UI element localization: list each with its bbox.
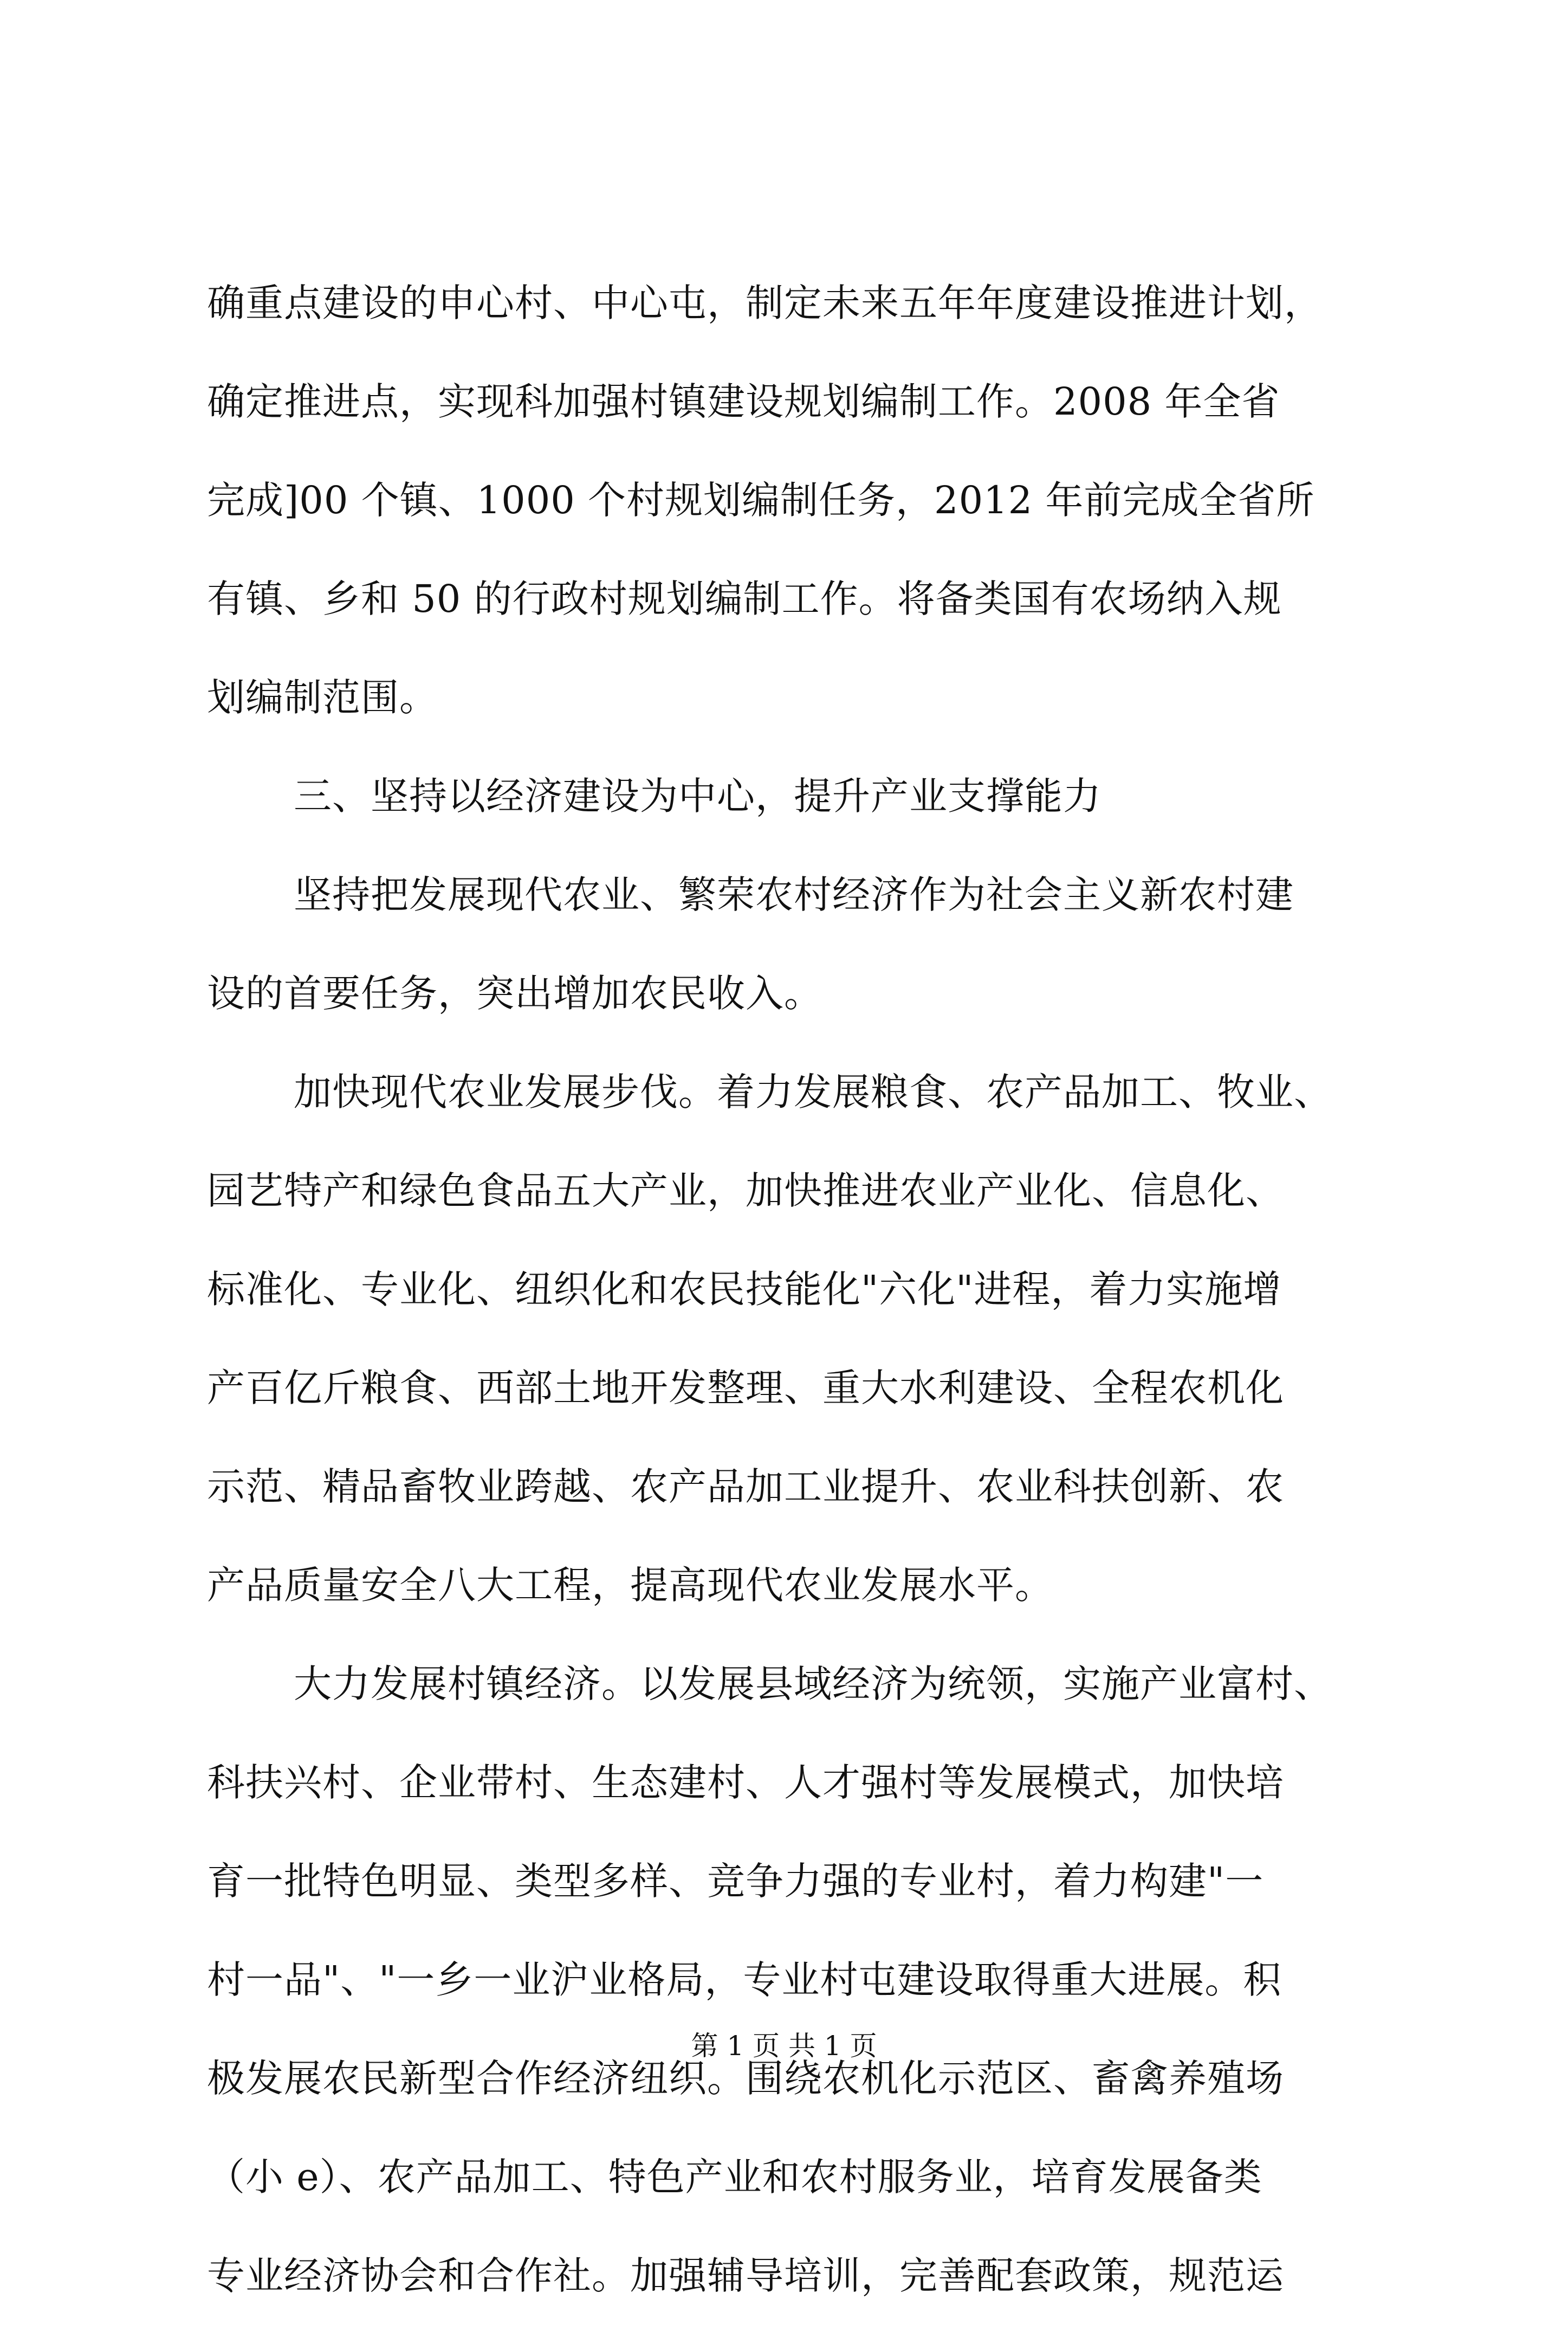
text-line: 加快现代农业发展步伐。着力发展粮食、农产品加工、牧业、 [294,1070,1332,1114]
document-body [207,254,1372,2325]
text-line: （小 e）、农产品加工、特色产业和农村服务业，培育发展备类 [207,2155,1262,2199]
text-line: 产品质量安全八大工程，提高现代农业发展水平。 [207,1563,1053,1607]
text-line: 确重点建设的申心村、中心屯，制定未来五年年度建设推进计划， [207,281,1323,325]
text-line: 产百亿斤粮食、西部土地开发整理、重大水利建设、全程农机化 [207,1366,1284,1410]
text-line: 标准化、专业化、纽织化和农民技能化"六化"进程，着力实施增 [207,1267,1282,1312]
text-line: 园艺特产和绿色食品五大产业，加快推进农业产业化、信息化、 [207,1168,1284,1213]
text-line: 完成]00 个镇、1000 个村规划编制任务，2012 年前完成全省所 [207,478,1315,522]
text-line: 极发展农民新型合作经济纽织。围绕农机化示范区、畜禽养殖场 [207,2056,1284,2101]
text-line: 育一批特色明显、类型多样、竞争力强的专业村，着力构建"一 [207,1859,1264,1903]
text-line: 专业经济协会和合作社。加强辅导培训，完善配套政策，规范运 [207,2253,1284,2298]
page-number-footer: 第 1 页 共 1 页 [691,2030,877,2062]
text-line: 科扶兴村、企业带村、生态建村、人才强村等发展模式，加快培 [207,1760,1284,1805]
text-line: 坚持把发展现代农业、繁荣农村经济作为社会主义新农村建 [294,873,1294,917]
section-heading: 三、坚持以经济建设为中心，提升产业支撑能力 [294,774,1102,818]
text-line: 村一品"、"一乡一业沪业格局，专业村屯建设取得重大进展。积 [207,1958,1282,2002]
text-line: 确定推进点，实现科加强村镇建设规划编制工作。2008 年全省 [207,379,1280,424]
text-line: 示范、精品畜牧业跨越、农产品加工业提升、农业科扶创新、农 [207,1464,1284,1509]
text-line: 有镇、乡和 50 的行政村规划编制工作。将备类国有农场纳入规 [207,577,1282,621]
text-line: 设的首要任务，突出增加农民收入。 [207,971,822,1016]
text-line: 划编制范围。 [207,675,438,720]
text-line: 大力发展村镇经济。以发展县域经济为统领，实施产业富村、 [294,1662,1332,1706]
